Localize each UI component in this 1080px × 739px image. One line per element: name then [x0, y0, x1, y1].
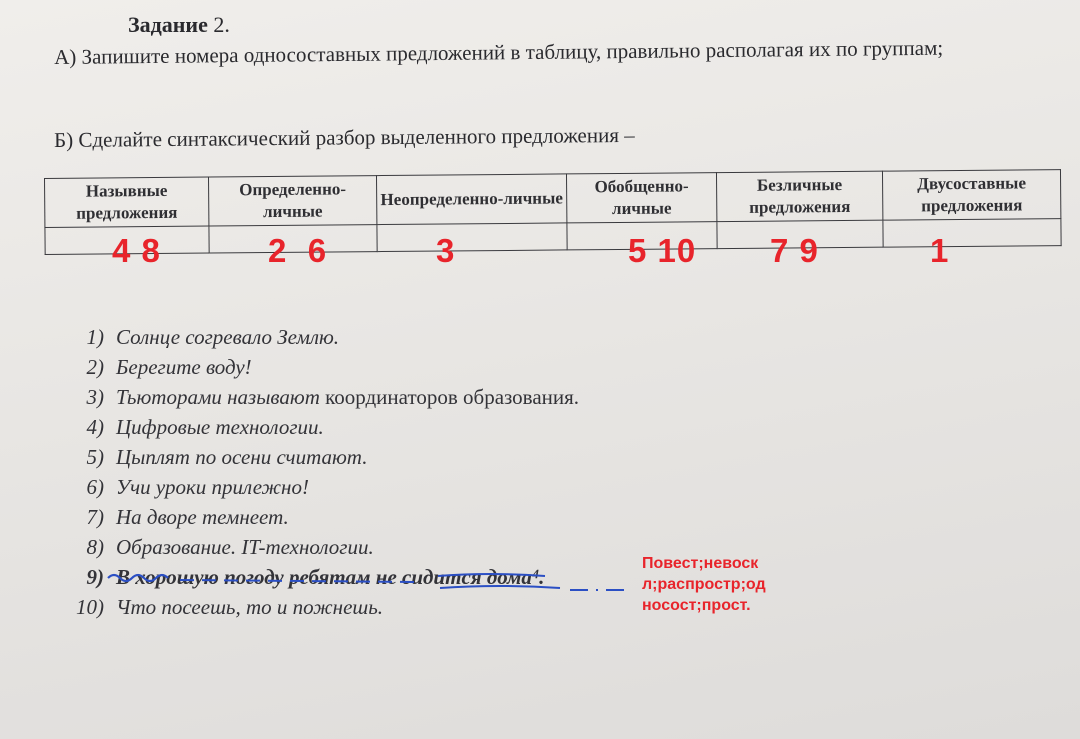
- sentence-number: 3): [86, 385, 104, 409]
- handwritten-answers: [0, 232, 1080, 272]
- task-title-number: 2.: [213, 12, 230, 37]
- sentence-text: На дворе темнеет.: [116, 505, 289, 529]
- sentence-number: 8): [86, 535, 104, 559]
- sentence-text-tail: координаторов образования.: [319, 385, 580, 409]
- list-item: [62, 502, 579, 532]
- table-header-row: [45, 170, 1061, 228]
- subject-wavy-underline: [108, 575, 168, 581]
- sentence-text: Тьюторами называют: [116, 385, 320, 409]
- sentence-number: 9): [86, 565, 104, 589]
- sentence-text: Цыплят по осени считают.: [116, 445, 368, 469]
- header-generalized-personal: Обобщенно-личные: [566, 173, 716, 223]
- sentence-text: Цифровые технологии.: [116, 415, 324, 439]
- list-item: [62, 412, 579, 442]
- list-item: [62, 322, 579, 352]
- task-title: [128, 12, 230, 38]
- sentence-number: 5): [86, 445, 104, 469]
- header-impersonal: Безличные предложения: [716, 171, 882, 221]
- answer-generalized-personal: 5 10: [628, 232, 697, 269]
- answer-impersonal: 7 9: [770, 232, 819, 269]
- header-nominative: Назывные предложения: [45, 177, 209, 227]
- list-item: [62, 382, 579, 412]
- instruction-a: А) Запишите номера односоставных предложений в таблицу, правильно располагая их по группам;: [54, 35, 944, 69]
- sentence-text: Образование. IT-технологии.: [116, 535, 374, 559]
- object-dashed-underline: [180, 580, 415, 582]
- sentence-number: 4): [86, 415, 104, 439]
- sentence-text: Что посеешь, то и пожнешь.: [116, 595, 384, 619]
- sentence-number: 1): [86, 325, 104, 349]
- answer-definite-personal: 2 6: [268, 232, 328, 269]
- sentence-number: 10): [76, 595, 104, 619]
- header-indefinite-personal: Неопределенно-личные: [376, 174, 566, 225]
- answer-two-part: 1: [930, 232, 950, 269]
- sentence-text: Учи уроки прилежно!: [116, 475, 309, 499]
- task-title-word: Задание: [128, 12, 208, 37]
- handwritten-analysis-note: Повест;невоск л;распростр;од носост;прост.: [642, 555, 766, 614]
- sentence-text: В хорошую погоду ребятам не сидится дома⁴.: [116, 565, 545, 589]
- header-two-part: Двусоставные предложения: [882, 170, 1060, 221]
- answer-indefinite-personal: 3: [436, 232, 456, 269]
- syntax-underline-marks: [100, 568, 640, 608]
- header-definite-personal: Определенно-личные: [208, 176, 376, 226]
- list-item: [62, 472, 579, 502]
- sentence-text: Солнце согревало Землю.: [116, 325, 340, 349]
- list-item: [62, 352, 579, 382]
- predicate-double-underline: [438, 574, 560, 588]
- sentence-text: Берегите воду!: [116, 355, 252, 379]
- instruction-b: Б) Сделайте синтаксический разбор выделенного предложения –: [54, 122, 635, 152]
- list-item: [62, 532, 579, 562]
- sentence-number: 2): [86, 355, 104, 379]
- answer-nominative: 4 8: [112, 232, 161, 269]
- list-item: [62, 442, 579, 472]
- sentence-number: 7): [86, 505, 104, 529]
- sentence-number: 6): [86, 475, 104, 499]
